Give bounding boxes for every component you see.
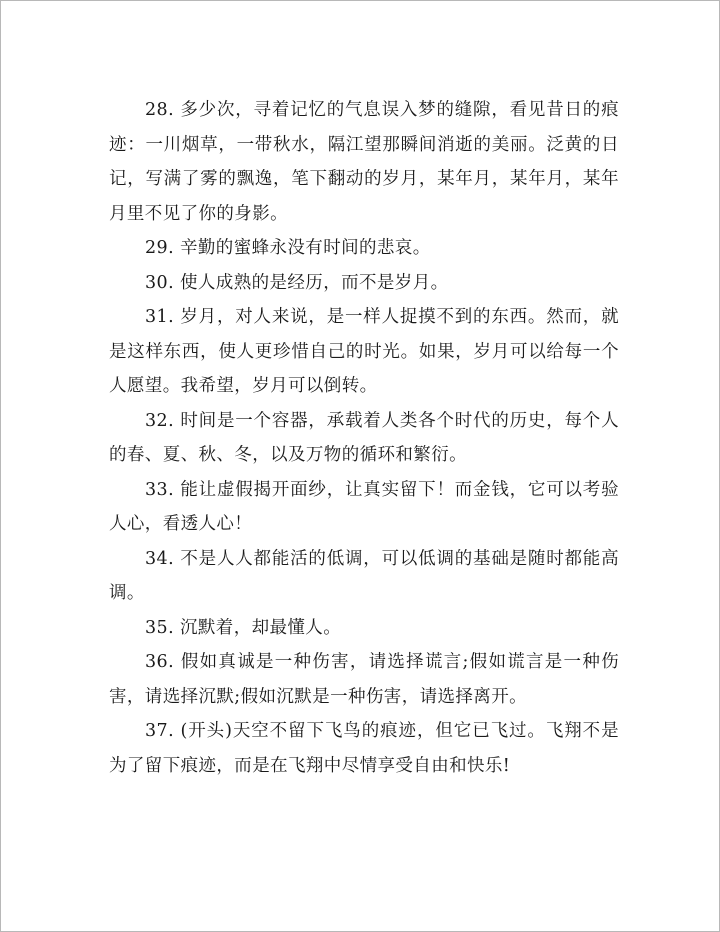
document-body	[109, 93, 619, 783]
paragraph-30: 30. 使人成熟的是经历，而不是岁月。	[145, 272, 449, 293]
paragraph-33: 33. 能让虚假揭开面纱，让真实留下！而金钱，它可以考验人心，看透人心！	[109, 479, 619, 534]
paragraph-28: 28. 多少次，寻着记忆的气息误入梦的缝隙，看见昔日的痕迹：一川烟草，一带秋水，隔江望那瞬间消逝的美丽。泛黄的日记，写满了雾的飘逸，笔下翻动的岁月，某年月，某年月，某年月里不见了你的身影。	[109, 100, 619, 224]
paragraph-29: 29. 辛勤的蜜蜂永没有时间的悲哀。	[145, 238, 431, 258]
paragraph-37: 37. (开头)天空不留下飞鸟的痕迹，但它已飞过。飞翔不是为了留下痕迹，而是在飞翔中尽情享受自由和快乐!	[109, 721, 619, 776]
paragraph-36: 36. 假如真诚是一种伤害，请选择谎言;假如谎言是一种伤害，请选择沉默;假如沉默是一种伤害，请选择离开。	[109, 652, 619, 707]
paragraph-31: 31. 岁月，对人来说，是一样人捉摸不到的东西。然而，就是这样东西，使人更珍惜自己的时光。如果，岁月可以给每一个人愿望。我希望，岁月可以倒转。	[109, 307, 619, 396]
paragraph-32: 32. 时间是一个容器，承载着人类各个时代的历史，每个人的春、夏、秋、冬，以及万物的循环和繁衍。	[109, 410, 619, 465]
paragraph-34: 34. 不是人人都能活的低调，可以低调的基础是随时都能高调。	[109, 548, 619, 603]
paragraph-35: 35. 沉默着，却最懂人。	[145, 617, 342, 638]
